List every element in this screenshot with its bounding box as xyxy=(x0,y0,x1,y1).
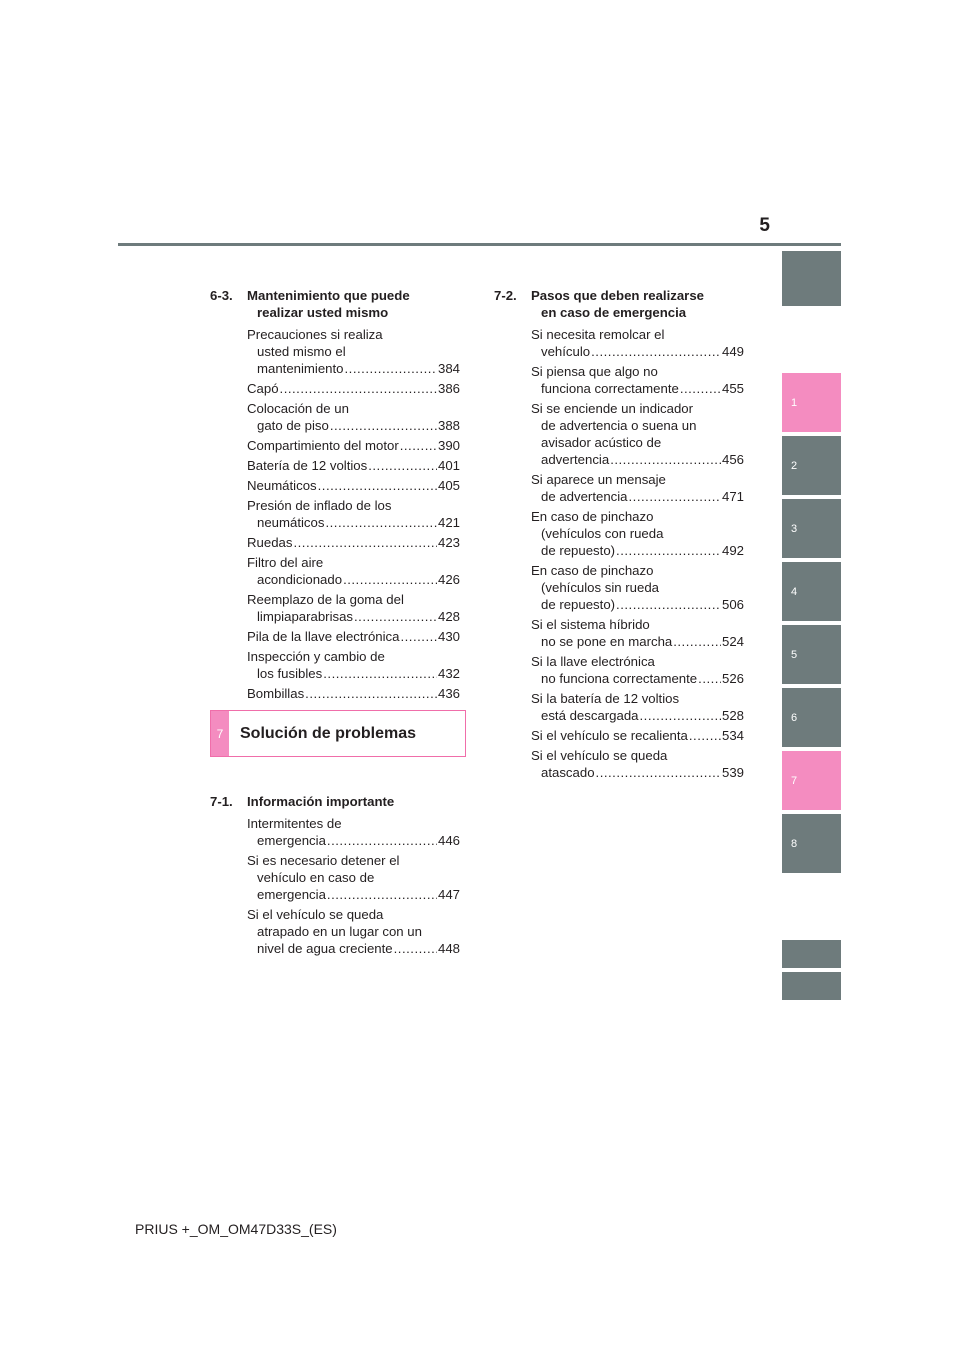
toc-entry-leader-line xyxy=(247,360,460,377)
toc-page-number: 456 xyxy=(721,452,744,467)
toc-entry-text: funciona correctamente xyxy=(541,381,679,396)
toc-entry-text: Bombillas xyxy=(247,686,305,701)
toc-entry-line: Si necesita remolcar el xyxy=(531,327,665,342)
section-heading-6-3 xyxy=(210,287,460,321)
toc-entry-leader-line xyxy=(247,514,460,531)
section-number: 6-3. xyxy=(210,288,233,303)
toc-page-number: 524 xyxy=(721,634,744,649)
toc-entry-leader-line xyxy=(531,727,744,744)
toc-page-number: 426 xyxy=(437,572,460,587)
toc-entry[interactable] xyxy=(247,852,460,903)
toc-entry-leader-line xyxy=(247,534,460,551)
toc-entry-text: Batería de 12 voltios xyxy=(247,458,368,473)
toc-entry-leader-line xyxy=(531,542,744,559)
toc-entry-leader-line xyxy=(247,940,460,957)
toc-entry-text: está descargada xyxy=(541,708,639,723)
toc-entry[interactable] xyxy=(247,497,460,531)
toc-entry-text: de repuesto) xyxy=(541,543,616,558)
toc-entry-line: Inspección y cambio de xyxy=(247,649,385,664)
toc-entry-line: Intermitentes de xyxy=(247,816,342,831)
chapter-title: Solución de problemas xyxy=(240,724,417,742)
chapter-tab-label: 4 xyxy=(791,585,798,598)
toc-page-number: 528 xyxy=(721,708,744,723)
document-code-footer: PRIUS +_OM_OM47D33S_(ES) xyxy=(135,1221,337,1237)
section-title-line: realizar usted mismo xyxy=(257,305,389,320)
toc-entry[interactable] xyxy=(531,562,744,613)
dot-leader xyxy=(293,534,437,551)
toc-entry-text: advertencia xyxy=(541,452,610,467)
toc-page-number: 384 xyxy=(437,361,460,376)
toc-entry-text: Neumáticos xyxy=(247,478,317,493)
toc-page-number: 446 xyxy=(437,833,460,848)
section-title-line: Mantenimiento que puede xyxy=(247,288,410,303)
toc-entry[interactable] xyxy=(531,747,744,781)
toc-entry-line: Si piensa que algo no xyxy=(531,364,658,379)
toc-entry-leader-line xyxy=(247,685,460,702)
chapter-tab-label: 8 xyxy=(791,837,798,850)
toc-page-number: 423 xyxy=(437,535,460,550)
toc-entry-line: avisador acústico de xyxy=(541,435,662,450)
toc-entry-text: emergencia xyxy=(257,887,326,902)
toc-page-number: 436 xyxy=(437,686,460,701)
toc-entry-leader-line xyxy=(531,380,744,397)
toc-entry-line: Si el vehículo se queda xyxy=(247,907,384,922)
toc-entry-line: (vehículos con rueda xyxy=(541,526,664,541)
toc-entry-line: Presión de inflado de los xyxy=(247,498,392,513)
chapter-tab[interactable] xyxy=(782,972,841,1000)
toc-page-number: 390 xyxy=(437,438,460,453)
toc-entry-leader-line xyxy=(247,380,460,397)
toc-entry[interactable] xyxy=(247,906,460,957)
toc-entry-leader-line xyxy=(531,488,744,505)
toc-entry-leader-line xyxy=(247,886,460,903)
chapter-tab[interactable] xyxy=(782,625,841,684)
toc-entry[interactable] xyxy=(247,648,460,682)
toc-entries-7-1 xyxy=(210,815,460,957)
toc-entry-line: Si el sistema híbrido xyxy=(531,617,650,632)
toc-entry-leader-line xyxy=(531,596,744,613)
section-title-line: Pasos que deben realizarse xyxy=(531,288,704,303)
toc-page-number: 455 xyxy=(721,381,744,396)
toc-entry-text: de advertencia xyxy=(541,489,628,504)
toc-page-number: 492 xyxy=(721,543,744,558)
toc-entry-line: usted mismo el xyxy=(257,344,346,359)
toc-page-number: 421 xyxy=(437,515,460,530)
dot-leader xyxy=(330,417,437,434)
toc-entry-line: Si la batería de 12 voltios xyxy=(531,691,680,706)
toc-page-number: 428 xyxy=(437,609,460,624)
dot-leader xyxy=(368,457,437,474)
toc-entry-text: limpiaparabrisas xyxy=(257,609,354,624)
toc-entry-line: Colocación de un xyxy=(247,401,349,416)
dot-leader xyxy=(596,764,721,781)
chapter-heading-box[interactable] xyxy=(210,710,466,757)
toc-entry-text: Pila de la llave electrónica xyxy=(247,629,400,644)
dot-leader xyxy=(400,628,437,645)
chapter-tab-label: 6 xyxy=(791,711,798,724)
toc-entry[interactable] xyxy=(247,685,460,702)
toc-page-number: 388 xyxy=(437,418,460,433)
toc-entry[interactable] xyxy=(247,380,460,397)
dot-leader xyxy=(629,488,721,505)
toc-entry-text: acondicionado xyxy=(257,572,343,587)
section-title xyxy=(247,287,460,321)
toc-entry-text: vehículo xyxy=(541,344,591,359)
chapter-tab-label: 5 xyxy=(791,648,798,661)
toc-entry[interactable] xyxy=(531,363,744,397)
toc-entry-leader-line xyxy=(247,608,460,625)
dot-leader xyxy=(318,477,437,494)
toc-entry-leader-line xyxy=(247,571,460,588)
toc-entry-text: nivel de agua creciente xyxy=(257,941,393,956)
toc-entry[interactable] xyxy=(247,534,460,551)
chapter-tab-label: 3 xyxy=(791,522,798,535)
toc-entry-text: gato de piso xyxy=(257,418,329,433)
toc-entry[interactable] xyxy=(247,457,460,474)
toc-entry-text: de repuesto) xyxy=(541,597,616,612)
toc-entry-line: Si se enciende un indicador xyxy=(531,401,694,416)
chapter-tab-label: 2 xyxy=(791,459,798,472)
dot-leader xyxy=(689,727,721,744)
toc-entry-leader-line xyxy=(247,832,460,849)
toc-entry[interactable] xyxy=(531,400,744,468)
toc-entry-text: neumáticos xyxy=(257,515,325,530)
header-rule xyxy=(118,243,841,246)
toc-page-number: 447 xyxy=(437,887,460,902)
toc-entry[interactable] xyxy=(247,628,460,645)
toc-entry[interactable] xyxy=(531,616,744,650)
toc-entry[interactable] xyxy=(531,326,744,360)
toc-page-number: 448 xyxy=(437,941,460,956)
toc-entry-line: de advertencia o suena un xyxy=(541,418,697,433)
dot-leader xyxy=(394,940,437,957)
dot-leader xyxy=(345,360,437,377)
toc-entry-line: Si el vehículo se queda xyxy=(531,748,668,763)
dot-leader xyxy=(591,343,721,360)
toc-entry[interactable] xyxy=(247,554,460,588)
section-heading-7-2 xyxy=(494,287,744,321)
dot-leader xyxy=(280,380,437,397)
section-number: 7-2. xyxy=(494,288,517,303)
section-heading-7-1 xyxy=(210,793,460,810)
dot-leader xyxy=(325,514,437,531)
chapter-tab[interactable] xyxy=(782,688,841,747)
toc-entry[interactable] xyxy=(531,471,744,505)
dot-leader xyxy=(327,832,437,849)
toc-entry-text: mantenimiento xyxy=(257,361,344,376)
toc-entry[interactable] xyxy=(247,815,460,849)
toc-entry-text: Si el vehículo se recalienta xyxy=(531,728,688,743)
toc-page-number: 471 xyxy=(721,489,744,504)
dot-leader xyxy=(698,670,721,687)
toc-entry-leader-line xyxy=(531,707,744,724)
toc-entry[interactable] xyxy=(247,437,460,454)
toc-entry[interactable] xyxy=(531,690,744,724)
section-title xyxy=(531,287,744,321)
toc-entry-leader-line xyxy=(247,665,460,682)
toc-entry-line: Si la llave electrónica xyxy=(531,654,655,669)
toc-entry[interactable] xyxy=(247,400,460,434)
toc-entry[interactable] xyxy=(531,727,744,744)
toc-entry-leader-line xyxy=(531,764,744,781)
toc-entry-leader-line xyxy=(247,457,460,474)
dot-leader xyxy=(354,608,437,625)
dot-leader xyxy=(680,380,721,397)
toc-entry-text: Compartimiento del motor xyxy=(247,438,399,453)
dot-leader xyxy=(305,685,437,702)
page-number: 5 xyxy=(759,215,770,236)
toc-entry-line: (vehículos sin rueda xyxy=(541,580,660,595)
dot-leader xyxy=(616,542,721,559)
section-title-line: Información importante xyxy=(247,794,395,809)
section-number: 7-1. xyxy=(210,794,233,809)
toc-page-number: 432 xyxy=(437,666,460,681)
toc-entry-leader-line xyxy=(247,437,460,454)
toc-page-number: 386 xyxy=(437,381,460,396)
toc-entry-leader-line xyxy=(531,670,744,687)
toc-entry-line: Precauciones si realiza xyxy=(247,327,383,342)
chapter-tab-label: 1 xyxy=(791,396,798,409)
toc-entry-leader-line xyxy=(247,417,460,434)
toc-entry-line: Si es necesario detener el xyxy=(247,853,400,868)
chapter-tab-label: 7 xyxy=(791,774,798,787)
toc-entry-text: Ruedas xyxy=(247,535,293,550)
dot-leader xyxy=(343,571,437,588)
toc-page-number: 526 xyxy=(721,671,744,686)
toc-page-number: 401 xyxy=(437,458,460,473)
toc-entry-leader-line xyxy=(247,477,460,494)
toc-entries-6-3 xyxy=(210,326,460,702)
dot-leader xyxy=(640,707,721,724)
toc-entry-text: emergencia xyxy=(257,833,326,848)
toc-entry-line: Si aparece un mensaje xyxy=(531,472,666,487)
toc-page-number: 539 xyxy=(721,765,744,780)
dot-leader xyxy=(616,596,721,613)
toc-entry-leader-line xyxy=(531,633,744,650)
chapter-tab[interactable] xyxy=(782,373,841,432)
toc-entry-line: atrapado en un lugar con un xyxy=(257,924,422,939)
dot-leader xyxy=(327,886,437,903)
toc-page-number: 506 xyxy=(721,597,744,612)
toc-page-number: 449 xyxy=(721,344,744,359)
toc-entry-text: atascado xyxy=(541,765,595,780)
toc-entry-line: Filtro del aire xyxy=(247,555,324,570)
toc-right-column xyxy=(494,287,744,784)
chapter-tab[interactable] xyxy=(782,751,841,810)
toc-entry[interactable] xyxy=(531,653,744,687)
dot-leader xyxy=(673,633,721,650)
section-title-line: en caso de emergencia xyxy=(541,305,687,320)
toc-entry-text: Capó xyxy=(247,381,279,396)
toc-left-column xyxy=(210,287,460,960)
toc-entry[interactable] xyxy=(247,477,460,494)
chapter-tab[interactable] xyxy=(782,940,841,968)
toc-entry-line: Reemplazo de la goma del xyxy=(247,592,404,607)
chapter-tab[interactable] xyxy=(782,562,841,621)
section-title xyxy=(247,793,460,810)
chapter-number: 7 xyxy=(211,711,229,756)
toc-entry[interactable] xyxy=(247,591,460,625)
dot-leader xyxy=(400,437,437,454)
toc-entry[interactable] xyxy=(531,508,744,559)
toc-entry-line: En caso de pinchazo xyxy=(531,509,654,524)
toc-entry-leader-line xyxy=(247,628,460,645)
chapter-tab[interactable] xyxy=(782,436,841,495)
dot-leader xyxy=(610,451,721,468)
toc-page-number: 405 xyxy=(437,478,460,493)
dot-leader xyxy=(323,665,437,682)
toc-entry[interactable] xyxy=(247,326,460,377)
toc-entry-text: no se pone en marcha xyxy=(541,634,673,649)
toc-page-number: 430 xyxy=(437,629,460,644)
chapter-tab[interactable] xyxy=(782,251,841,306)
toc-entry-text: los fusibles xyxy=(257,666,323,681)
toc-entry-leader-line xyxy=(531,451,744,468)
toc-entry-leader-line xyxy=(531,343,744,360)
toc-page-number: 534 xyxy=(721,728,744,743)
chapter-tab[interactable] xyxy=(782,814,841,873)
toc-entry-line: En caso de pinchazo xyxy=(531,563,654,578)
toc-entry-line: vehículo en caso de xyxy=(257,870,375,885)
chapter-tab[interactable] xyxy=(782,499,841,558)
toc-entry-text: no funciona correctamente xyxy=(541,671,698,686)
toc-entries-7-2 xyxy=(494,326,744,781)
